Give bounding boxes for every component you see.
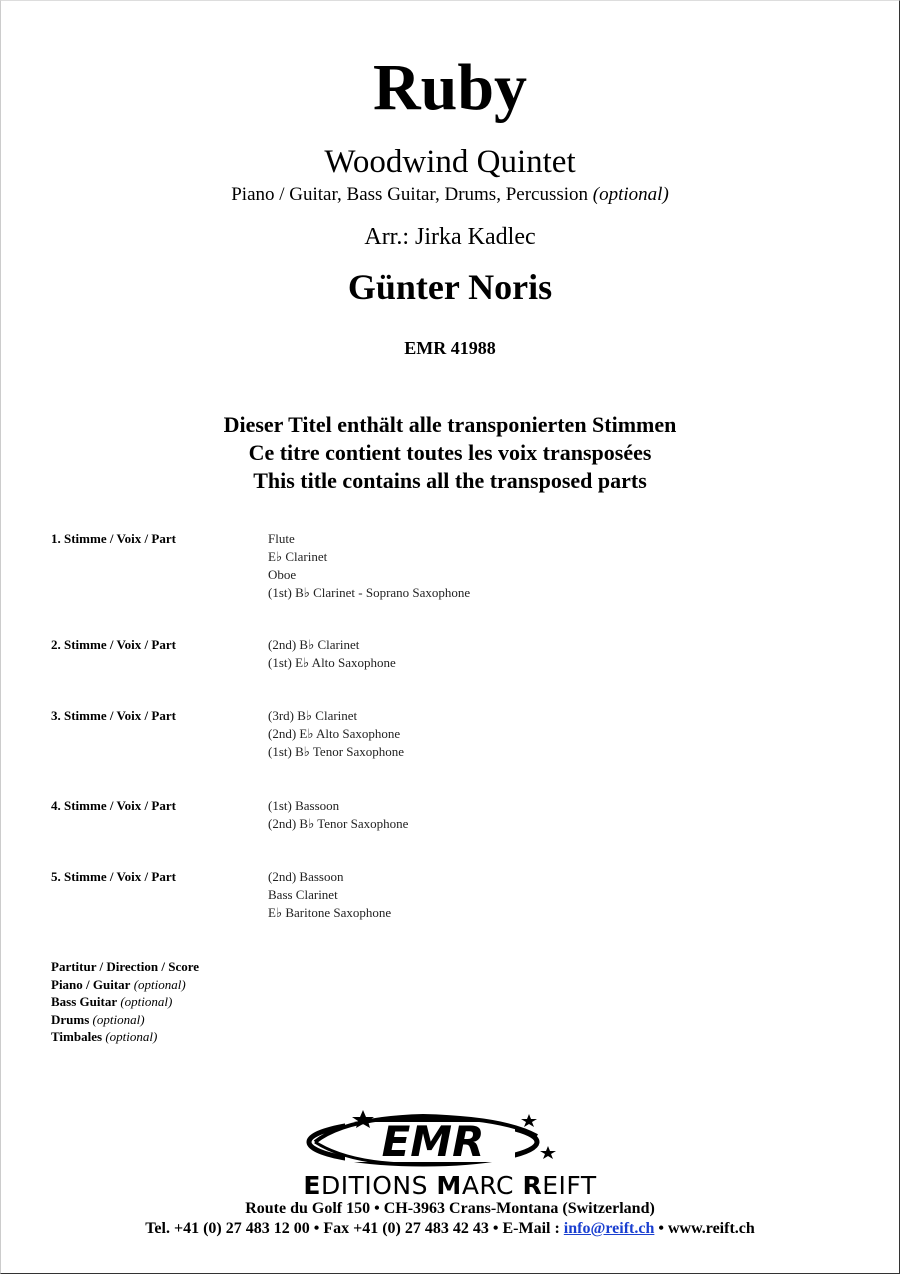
instrument-item: (1st) B♭ Tenor Saxophone [268,744,405,759]
extras-item [51,976,199,994]
emr-logo [305,1106,565,1172]
extras-item [51,1011,199,1029]
notice-english: This title contains all the transposed parts [253,468,647,493]
instrument-item: (2nd) B♭ Clarinet [268,637,360,652]
publisher-name [0,1172,900,1200]
instrumentation-optional: (optional) [592,184,669,205]
instrument-item: (2nd) Bassoon [268,869,344,884]
extras-item [51,993,199,1011]
publisher-name-part: ARC [461,1171,523,1200]
extras-item [51,958,199,976]
arranger: Arr.: Jirka Kadlec [364,224,536,250]
notice-french: Ce titre contient toutes les voix transposées [248,440,652,465]
instrument-item: (1st) Bassoon [268,798,340,813]
logo-text: EMR [381,1117,485,1166]
instrumentation [0,183,900,207]
page-title: Ruby [372,51,528,124]
part-instruments-4 [268,797,408,833]
publisher-name-part: R [522,1171,543,1200]
extras-note: (optional) [120,994,173,1009]
part-instruments-3 [268,707,404,761]
extras-list [51,958,199,1046]
extras-name: Piano / Guitar [51,976,131,992]
part-instruments-1 [268,530,470,602]
extras-item [51,1028,199,1046]
part-label-4: 4. Stimme / Voix / Part [51,798,176,813]
instrument-item: Oboe [268,567,297,582]
composer: Günter Noris [347,267,553,307]
instrument-item: (2nd) B♭ Tenor Saxophone [268,816,409,831]
part-label-2: 2. Stimme / Voix / Part [51,637,176,652]
extras-name: Partitur / Direction / Score [51,959,200,974]
publisher-name-part: E [303,1171,321,1200]
part-label-3: 3. Stimme / Voix / Part [51,708,176,723]
publisher-name-part: M [436,1171,462,1200]
part-label-1: 1. Stimme / Voix / Part [51,531,176,546]
instrumentation-main: Piano / Guitar, Bass Guitar, Drums, Percussion [231,184,589,205]
instrument-item: E♭ Baritone Saxophone [268,905,392,920]
publisher-contact [0,1219,900,1239]
extras-note: (optional) [133,976,186,992]
extras-note: (optional) [105,1029,158,1044]
email-link[interactable]: info@reift.ch [563,1220,655,1237]
instrument-item: (2nd) E♭ Alto Saxophone [268,726,401,741]
notice-german: Dieser Titel enthält alle transponierten Stimmen [223,412,677,437]
extras-note: (optional) [92,1011,145,1027]
extras-name: Bass Guitar [51,994,118,1009]
contact-prefix: Tel. +41 (0) 27 483 12 00 • Fax +41 (0) 27 483 42 43 • E-Mail : [145,1220,564,1237]
instrument-item: (3rd) B♭ Clarinet [268,708,358,723]
part-instruments-5 [268,868,391,922]
instrument-item: E♭ Clarinet [268,549,328,564]
instrument-item: (1st) E♭ Alto Saxophone [268,655,396,670]
publisher-address: Route du Golf 150 • CH-3963 Crans-Montana (Switzerland) [245,1200,655,1217]
instrument-item: (1st) B♭ Clarinet - Soprano Saxophone [268,585,471,600]
instrument-item: Flute [268,531,295,546]
catalog-number: EMR 41988 [404,338,496,358]
publisher-name-part: DITIONS [320,1171,437,1200]
subtitle: Woodwind Quintet [324,144,576,180]
instrument-item: Bass Clarinet [268,887,338,902]
part-label-5: 5. Stimme / Voix / Part [51,869,176,884]
contact-suffix: • www.reift.ch [654,1220,755,1237]
extras-name: Timbales [51,1029,103,1044]
part-instruments-2 [268,636,396,672]
extras-name: Drums [51,1011,90,1027]
publisher-name-part: EIFT [542,1171,597,1200]
